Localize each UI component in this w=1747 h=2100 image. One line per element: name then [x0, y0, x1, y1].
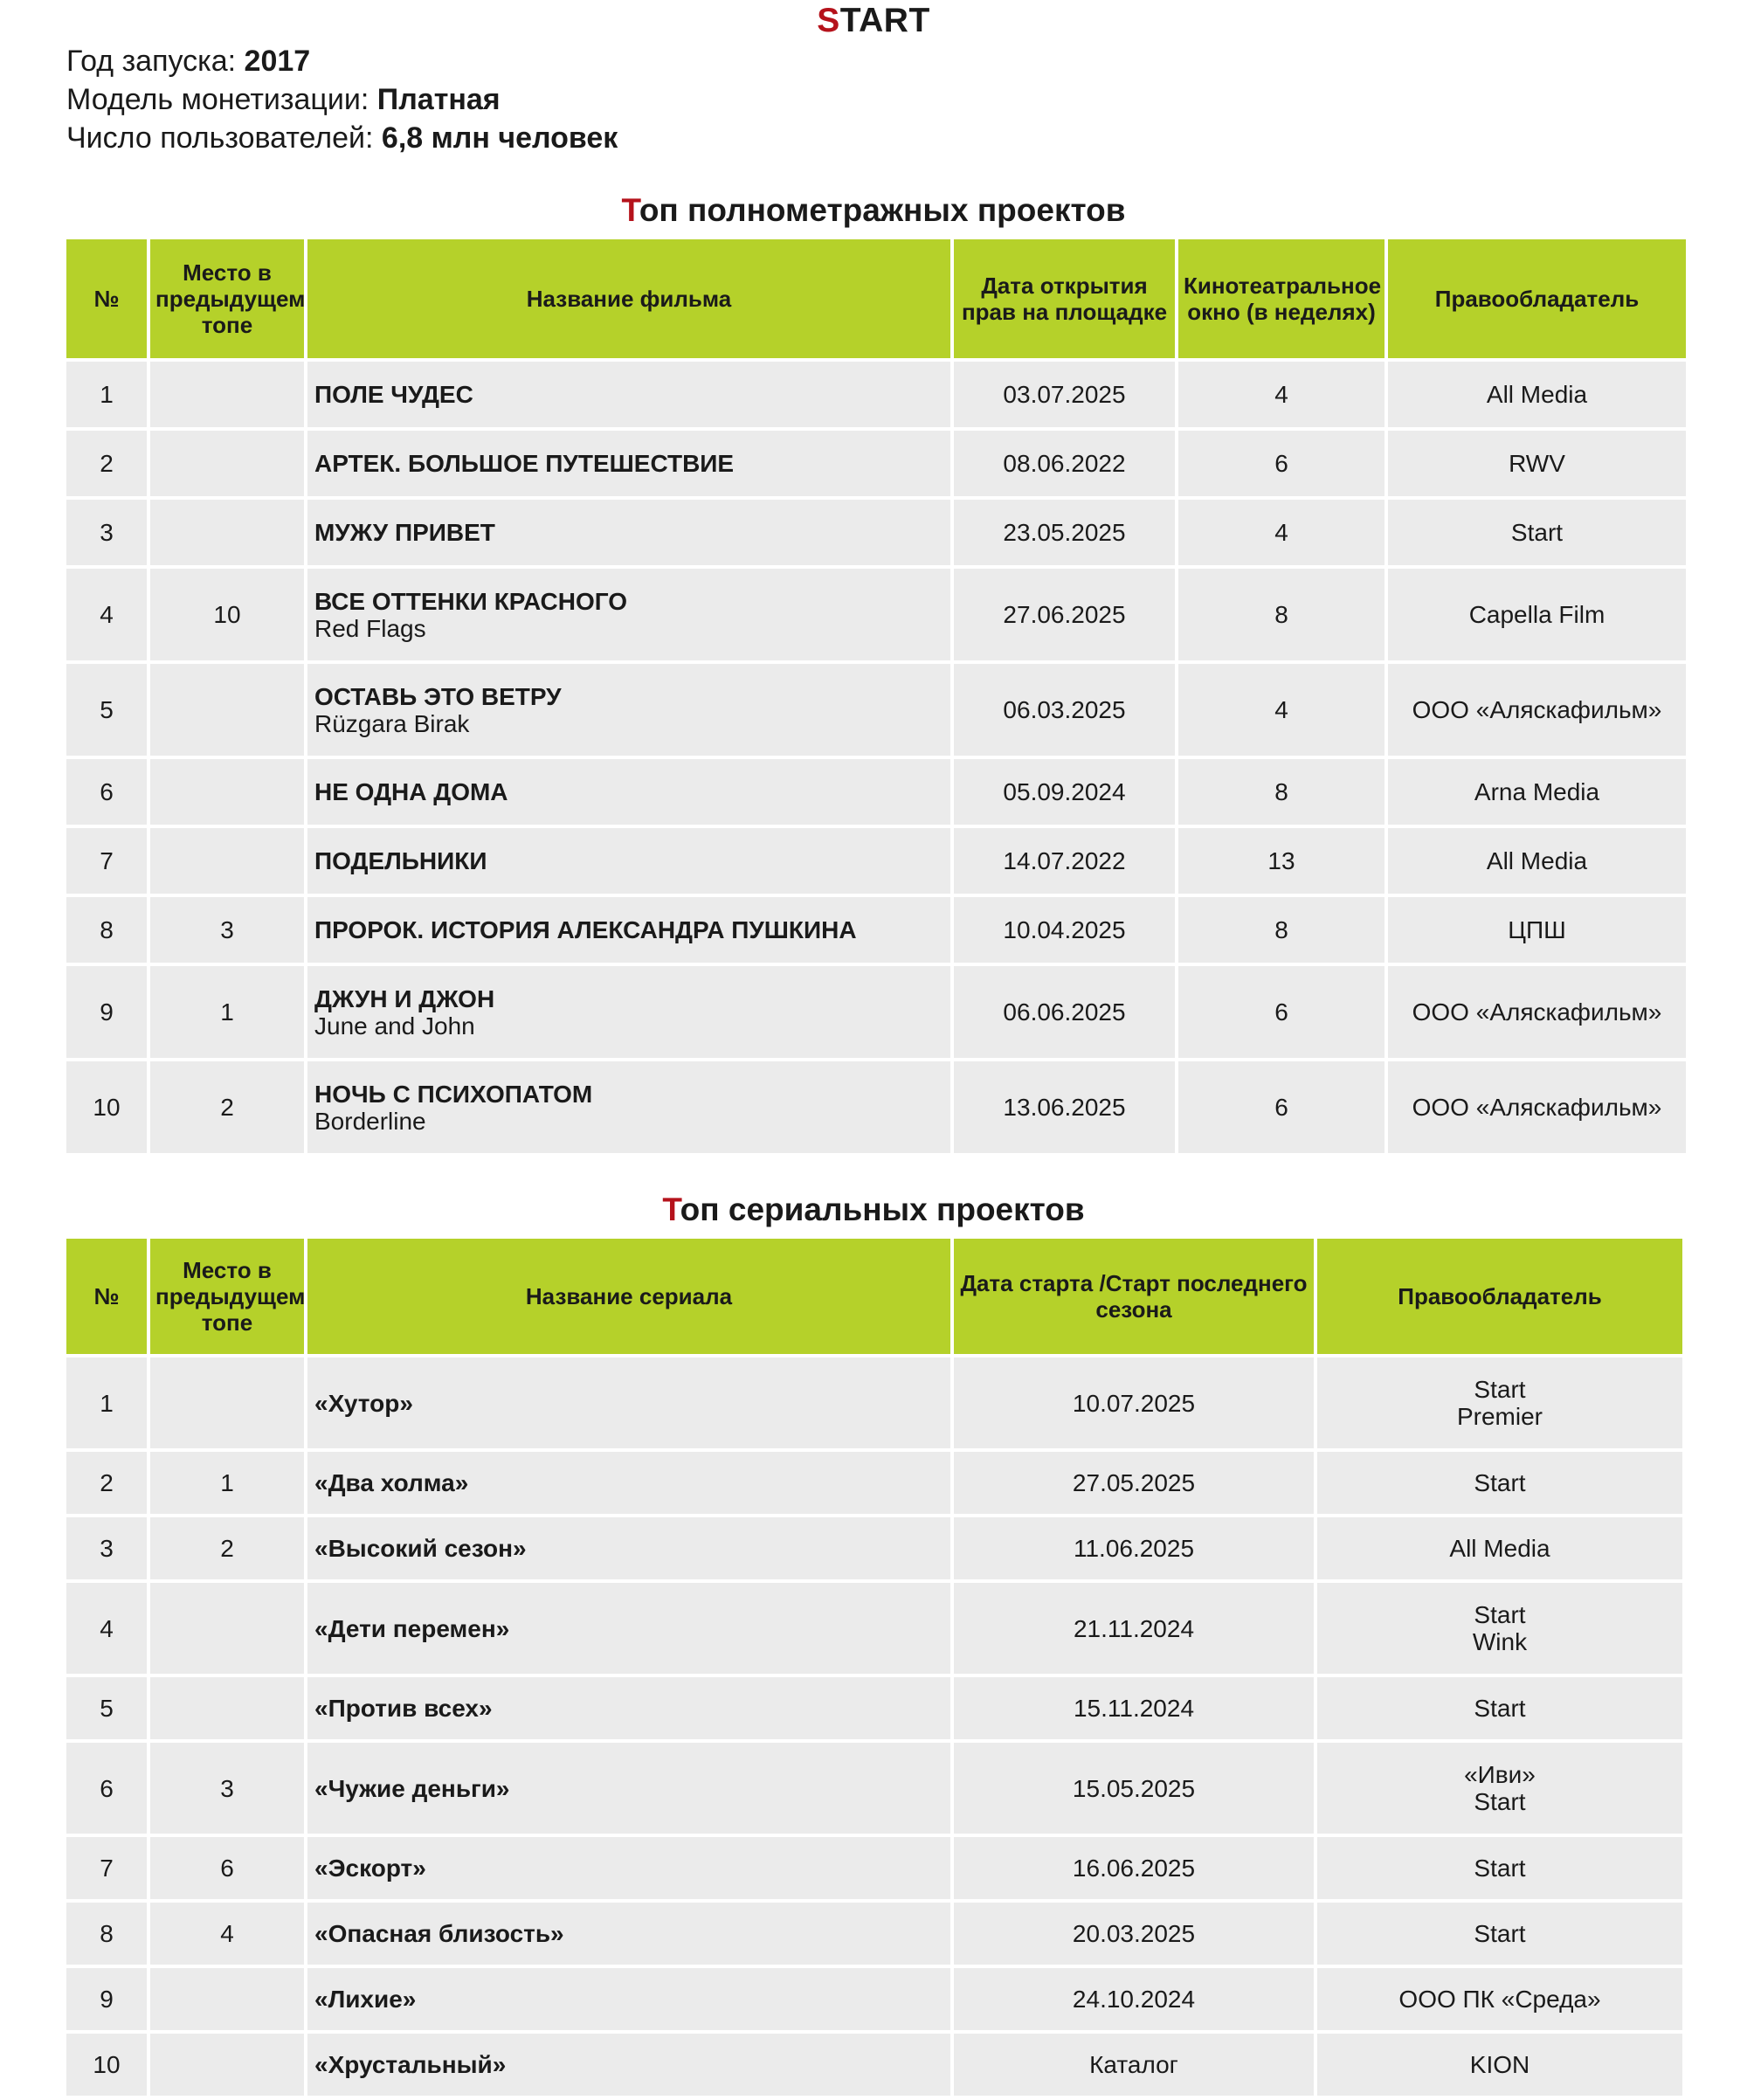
- service-info: [66, 42, 618, 157]
- film-num: 8: [66, 897, 147, 963]
- film-owner: Start: [1388, 500, 1686, 565]
- film-theatrical-window: 6: [1178, 966, 1384, 1058]
- film-title: НОЧЬ С ПСИХОПАТОМ: [314, 1080, 593, 1108]
- film-row: [66, 431, 1686, 496]
- series-owner: Start: [1474, 1920, 1526, 1947]
- series-start-date: 21.11.2024: [954, 1583, 1314, 1674]
- series-title: «Лихие»: [314, 1986, 417, 2013]
- series-num: 5: [66, 1677, 147, 1739]
- series-prev-place: 3: [150, 1743, 304, 1834]
- series-row: [66, 1583, 1682, 1674]
- series-start-date: Каталог: [954, 2034, 1314, 2096]
- series-num: 9: [66, 1968, 147, 2030]
- film-rights-date: 05.09.2024: [954, 759, 1175, 825]
- series-prev-place: [150, 1677, 304, 1739]
- film-prev-place: [150, 664, 304, 756]
- series-start-date: 24.10.2024: [954, 1968, 1314, 2030]
- film-prev-place: [150, 500, 304, 565]
- film-num: 1: [66, 362, 147, 427]
- series-owner-cell: [1317, 1517, 1682, 1579]
- film-rights-date: 23.05.2025: [954, 500, 1175, 565]
- series-title: «Дети перемен»: [314, 1614, 510, 1642]
- series-row: [66, 1903, 1682, 1965]
- series-row: [66, 1517, 1682, 1579]
- film-title-cell: [307, 362, 950, 427]
- series-row: [66, 1743, 1682, 1834]
- film-num: 9: [66, 966, 147, 1058]
- series-owner-cell: [1317, 1837, 1682, 1899]
- col-start-date: Дата старта /Старт последнего сезона: [954, 1239, 1314, 1354]
- film-row: [66, 664, 1686, 756]
- film-num: 6: [66, 759, 147, 825]
- series-start-date: 16.06.2025: [954, 1837, 1314, 1899]
- series-start-date: 20.03.2025: [954, 1903, 1314, 1965]
- film-prev-place: 10: [150, 569, 304, 660]
- series-prev-place: [150, 1968, 304, 2030]
- film-row: [66, 569, 1686, 660]
- info-launch-year: Год запуска: 2017: [66, 45, 311, 78]
- col-rights-date: Дата открытия прав на площадке: [954, 239, 1175, 358]
- series-section-title: Топ сериальных проектов: [662, 1192, 1085, 1227]
- series-title: «Против всех»: [314, 1695, 493, 1722]
- series-row: [66, 1357, 1682, 1448]
- series-title: «Хрустальный»: [314, 2051, 507, 2078]
- series-title: «Хутор»: [314, 1389, 413, 1417]
- series-prev-place: [150, 1357, 304, 1448]
- film-owner: ООО «Аляскафильм»: [1388, 664, 1686, 756]
- series-start-date: 15.11.2024: [954, 1677, 1314, 1739]
- series-owner-cell: [1317, 1968, 1682, 2030]
- film-title: АРТЕК. БОЛЬШОЕ ПУТЕШЕСТВИЕ: [314, 450, 735, 477]
- series-owner: «Иви»: [1464, 1761, 1536, 1788]
- film-title: ВСЕ ОТТЕНКИ КРАСНОГО: [314, 587, 628, 615]
- film-owner: ООО «Аляскафильм»: [1388, 966, 1686, 1058]
- series-num: 4: [66, 1583, 147, 1674]
- film-title-cell: [307, 569, 950, 660]
- film-owner: Arna Media: [1388, 759, 1686, 825]
- film-title: ПОДЕЛЬНИКИ: [314, 847, 487, 874]
- brand-title: [0, 2, 1747, 40]
- film-theatrical-window: 13: [1178, 828, 1384, 894]
- series-row: [66, 1452, 1682, 1514]
- col-num: №: [66, 1239, 147, 1354]
- film-theatrical-window: 4: [1178, 500, 1384, 565]
- series-row: [66, 2034, 1682, 2096]
- film-rights-date: 03.07.2025: [954, 362, 1175, 427]
- film-owner: ООО «Аляскафильм»: [1388, 1061, 1686, 1153]
- film-title-cell: [307, 897, 950, 963]
- film-num: 5: [66, 664, 147, 756]
- series-title-cell: [307, 1903, 950, 1965]
- film-original-title: June and John: [314, 1012, 475, 1040]
- film-theatrical-window: 4: [1178, 664, 1384, 756]
- film-title-cell: [307, 1061, 950, 1153]
- film-theatrical-window: 8: [1178, 569, 1384, 660]
- series-start-date: 27.05.2025: [954, 1452, 1314, 1514]
- series-owner: Start: [1474, 1695, 1526, 1722]
- series-owner-cell: [1317, 1743, 1682, 1834]
- col-num: №: [66, 239, 147, 358]
- film-original-title: Red Flags: [314, 614, 426, 642]
- film-prev-place: [150, 759, 304, 825]
- series-row: [66, 1968, 1682, 2030]
- series-title: «Высокий сезон»: [314, 1535, 527, 1562]
- film-rights-date: 06.03.2025: [954, 664, 1175, 756]
- film-row: [66, 966, 1686, 1058]
- series-start-date: 11.06.2025: [954, 1517, 1314, 1579]
- series-prev-place: 4: [150, 1903, 304, 1965]
- film-prev-place: [150, 362, 304, 427]
- film-owner: Capella Film: [1388, 569, 1686, 660]
- film-rights-date: 08.06.2022: [954, 431, 1175, 496]
- film-theatrical-window: 8: [1178, 897, 1384, 963]
- film-title: НЕ ОДНА ДОМА: [314, 778, 508, 805]
- series-title-cell: [307, 1517, 950, 1579]
- brand-first-letter: S: [817, 2, 840, 39]
- series-owner-secondary: Premier: [1456, 1403, 1543, 1430]
- film-rights-date: 10.04.2025: [954, 897, 1175, 963]
- film-title-cell: [307, 664, 950, 756]
- series-title-cell: [307, 1837, 950, 1899]
- info-users: Число пользователей: 6,8 млн человек: [66, 121, 618, 155]
- film-row: [66, 500, 1686, 565]
- series-owner-cell: [1317, 1357, 1682, 1448]
- series-title-cell: [307, 1452, 950, 1514]
- series-prev-place: [150, 1583, 304, 1674]
- film-row: [66, 362, 1686, 427]
- series-prev-place: 6: [150, 1837, 304, 1899]
- col-film-name: Название фильма: [307, 239, 950, 358]
- series-owner-cell: [1317, 1677, 1682, 1739]
- series-num: 6: [66, 1743, 147, 1834]
- film-theatrical-window: 4: [1178, 362, 1384, 427]
- series-start-date: 15.05.2025: [954, 1743, 1314, 1834]
- series-prev-place: 2: [150, 1517, 304, 1579]
- series-title: «Эскорт»: [314, 1855, 426, 1882]
- series-row: [66, 1677, 1682, 1739]
- films-header-row: [66, 239, 1686, 358]
- film-title: ОСТАВЬ ЭТО ВЕТРУ: [314, 682, 562, 710]
- series-title-cell: [307, 1677, 950, 1739]
- col-owner: Правообладатель: [1317, 1239, 1682, 1354]
- film-title: ПРОРОК. ИСТОРИЯ АЛЕКСАНДРА ПУШКИНА: [314, 916, 857, 943]
- series-num: 1: [66, 1357, 147, 1448]
- film-prev-place: [150, 828, 304, 894]
- film-theatrical-window: 6: [1178, 1061, 1384, 1153]
- film-owner: RWV: [1388, 431, 1686, 496]
- film-owner: All Media: [1388, 362, 1686, 427]
- info-monetization: Модель монетизации: Платная: [66, 83, 501, 116]
- film-prev-place: [150, 431, 304, 496]
- film-prev-place: 3: [150, 897, 304, 963]
- film-title-cell: [307, 500, 950, 565]
- col-owner: Правообладатель: [1388, 239, 1686, 358]
- film-num: 10: [66, 1061, 147, 1153]
- series-num: 3: [66, 1517, 147, 1579]
- series-title-cell: [307, 1583, 950, 1674]
- series-table: [63, 1235, 1686, 2099]
- film-original-title: Rüzgara Birak: [314, 709, 470, 737]
- film-rights-date: 14.07.2022: [954, 828, 1175, 894]
- series-num: 8: [66, 1903, 147, 1965]
- series-num: 7: [66, 1837, 147, 1899]
- series-title-cell: [307, 1357, 950, 1448]
- series-owner: Start: [1474, 1855, 1526, 1882]
- series-owner: Start: [1474, 1601, 1526, 1628]
- series-title: «Два холма»: [314, 1469, 469, 1496]
- film-rights-date: 13.06.2025: [954, 1061, 1175, 1153]
- film-title: ДЖУН И ДЖОН: [314, 984, 495, 1012]
- films-section-title: Топ полнометражных проектов: [621, 192, 1126, 228]
- series-owner: KION: [1469, 2051, 1530, 2078]
- film-row: [66, 897, 1686, 963]
- series-start-date: 10.07.2025: [954, 1357, 1314, 1448]
- brand-rest: TART: [839, 2, 930, 39]
- film-num: 4: [66, 569, 147, 660]
- film-title: МУЖУ ПРИВЕТ: [314, 519, 495, 546]
- series-row: [66, 1837, 1682, 1899]
- series-prev-place: 1: [150, 1452, 304, 1514]
- series-owner: All Media: [1449, 1535, 1550, 1562]
- col-theatrical-window: Кинотеатральное окно (в неделях): [1178, 239, 1384, 358]
- film-prev-place: 2: [150, 1061, 304, 1153]
- film-original-title: Borderline: [314, 1107, 426, 1135]
- film-num: 3: [66, 500, 147, 565]
- series-num: 10: [66, 2034, 147, 2096]
- film-theatrical-window: 8: [1178, 759, 1384, 825]
- film-owner: ЦПШ: [1388, 897, 1686, 963]
- series-owner-secondary: Wink: [1472, 1628, 1528, 1655]
- film-row: [66, 759, 1686, 825]
- series-prev-place: [150, 2034, 304, 2096]
- film-row: [66, 828, 1686, 894]
- film-prev-place: 1: [150, 966, 304, 1058]
- col-prev-place: Место в предыдущем топе: [150, 239, 304, 358]
- series-title: «Чужие деньги»: [314, 1774, 510, 1802]
- series-title-cell: [307, 2034, 950, 2096]
- series-owner-secondary: Start: [1474, 1788, 1526, 1815]
- film-title-cell: [307, 759, 950, 825]
- series-title-cell: [307, 1968, 950, 2030]
- film-rights-date: 27.06.2025: [954, 569, 1175, 660]
- series-title: «Опасная близость»: [314, 1920, 564, 1947]
- series-owner-cell: [1317, 1583, 1682, 1674]
- series-num: 2: [66, 1452, 147, 1514]
- series-header-row: [66, 1239, 1682, 1354]
- series-owner-cell: [1317, 1452, 1682, 1514]
- series-owner: ООО ПК «Среда»: [1398, 1986, 1601, 2013]
- film-title-cell: [307, 966, 950, 1058]
- col-series-name: Название сериала: [307, 1239, 950, 1354]
- series-owner: Start: [1474, 1376, 1526, 1403]
- films-table: [63, 236, 1689, 1157]
- film-row: [66, 1061, 1686, 1153]
- film-owner: All Media: [1388, 828, 1686, 894]
- series-owner-cell: [1317, 1903, 1682, 1965]
- series-title-cell: [307, 1743, 950, 1834]
- col-prev-place: Место в предыдущем топе: [150, 1239, 304, 1354]
- series-owner-cell: [1317, 2034, 1682, 2096]
- film-title-cell: [307, 828, 950, 894]
- film-num: 2: [66, 431, 147, 496]
- film-title-cell: [307, 431, 950, 496]
- film-title: ПОЛЕ ЧУДЕС: [314, 381, 473, 408]
- film-num: 7: [66, 828, 147, 894]
- series-owner: Start: [1474, 1469, 1526, 1496]
- film-theatrical-window: 6: [1178, 431, 1384, 496]
- film-rights-date: 06.06.2025: [954, 966, 1175, 1058]
